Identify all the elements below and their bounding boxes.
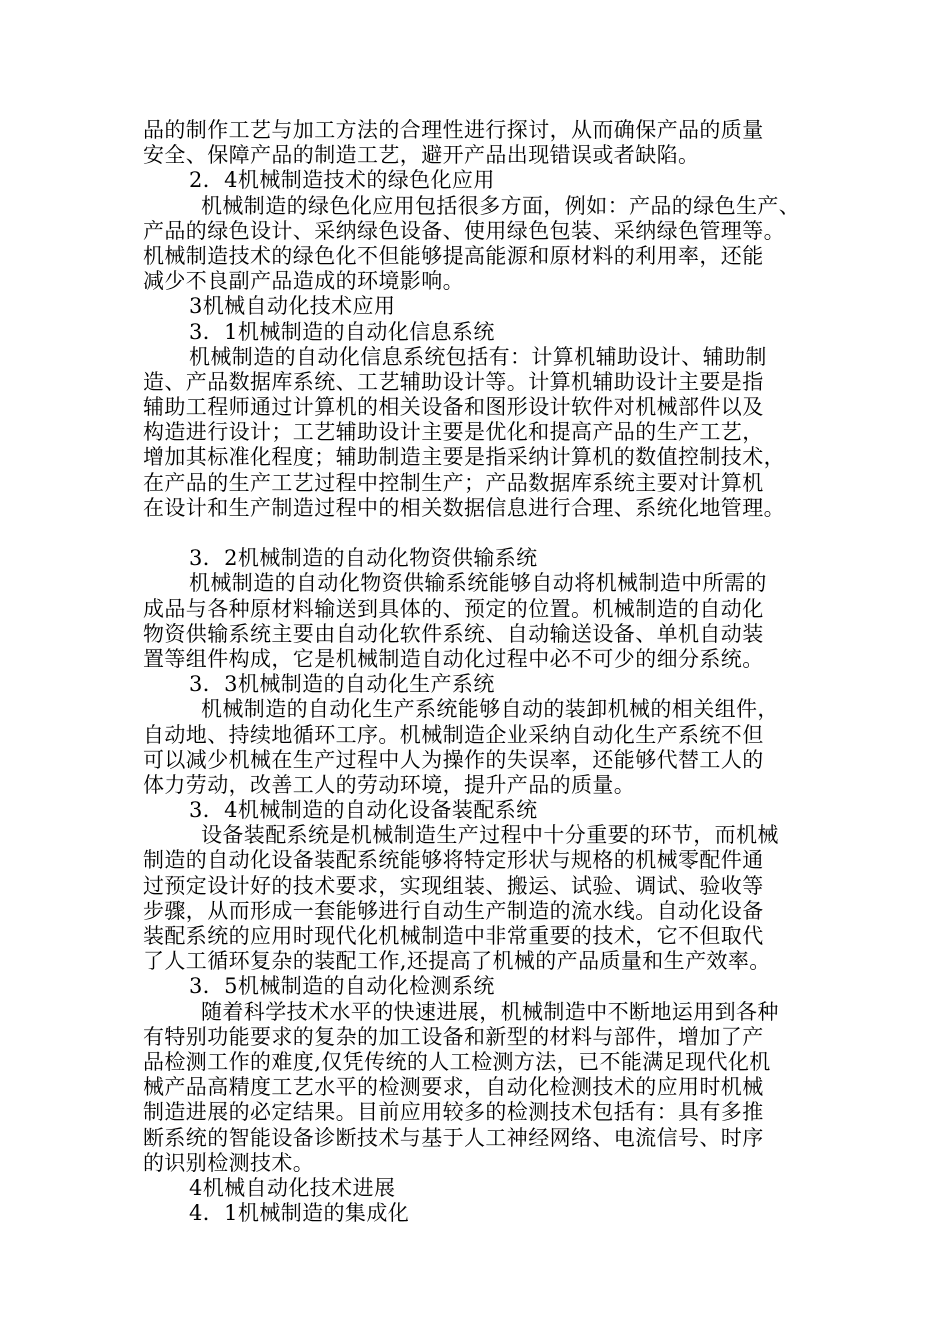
paragraph-information-system — [143, 345, 833, 521]
section-heading-3-5: 3．5机械制造的自动化检测系统 — [189, 974, 495, 999]
text-line: 自动地、持续地循环工序。机械制造企业采纳自动化生产系统不但 — [143, 722, 764, 747]
text-line: 品的制作工艺与加工方法的合理性进行探讨，从而确保产品的质量 — [143, 118, 764, 142]
section-heading-3-2: 3．2机械制造的自动化物资供输系统 — [189, 546, 538, 571]
section-heading-3-1: 3．1机械制造的自动化信息系统 — [189, 319, 495, 344]
text-line: 减少不良副产品造成的环境影响。 — [143, 269, 464, 294]
section-heading-4-1: 4．1机械制造的集成化 — [189, 1201, 410, 1226]
text-line: 安全、保障产品的制造工艺，避开产品出现错误或者缺陷。 — [143, 143, 700, 168]
text-line: 品检测工作的难度,仅凭传统的人工检测方法，已不能满足现代化机 — [143, 1049, 771, 1074]
text-line: 制造的自动化设备装配系统能够将特定形状与规格的机械零配件通 — [143, 848, 764, 873]
text-line: 装配系统的应用时现代化机械制造中非常重要的技术，它不但取代 — [143, 924, 764, 948]
text-line: 了人工循环复杂的装配工作,还提高了机械的产品质量和生产效率。 — [143, 949, 771, 974]
blank-line — [143, 521, 833, 546]
paragraph-assembly-system — [143, 823, 833, 974]
text-line: 步骤，从而形成一套能够进行自动生产制造的流水线。自动化设备 — [143, 898, 764, 923]
paragraph-green-manufacturing — [143, 194, 833, 295]
text-line: 在设计和生产制造过程中的相关数据信息进行合理、系统化地管理。 — [143, 495, 785, 520]
document-body — [143, 118, 833, 1226]
text-line: 机械制造的自动化物资供输系统能够自动将机械制造中所需的 — [189, 571, 767, 596]
text-line: 置等组件构成，它是机械制造自动化过程中必不可少的细分系统。 — [143, 646, 764, 671]
paragraph-material-supply — [143, 571, 833, 672]
chapter-heading-3: 3机械自动化技术应用 — [189, 294, 396, 319]
text-line: 机械制造技术的绿色化不但能够提高能源和原材料的利用率，还能 — [143, 243, 764, 268]
text-line: 制造进展的必定结果。目前应用较多的检测技术包括有：具有多推 — [143, 1100, 764, 1125]
text-line: 随着科学技术水平的快速进展，机械制造中不断地运用到各种 — [201, 999, 779, 1024]
text-line: 在产品的生产工艺过程中控制生产；产品数据库系统主要对计算机 — [143, 470, 764, 495]
text-line: 构造进行设计；工艺辅助设计主要是优化和提高产品的生产工艺， — [143, 420, 764, 445]
text-line: 产品的绿色设计、采纳绿色设备、使用绿色包装、采纳绿色管理等。 — [143, 218, 785, 243]
section-heading-3-3: 3．3机械制造的自动化生产系统 — [189, 672, 495, 697]
paragraph-continuation — [143, 118, 833, 168]
text-line: 辅助工程师通过计算机的相关设备和图形设计软件对机械部件以及 — [143, 395, 764, 420]
text-line: 设备装配系统是机械制造生产过程中十分重要的环节，而机械 — [201, 823, 779, 848]
text-line: 体力劳动，改善工人的劳动环境，提升产品的质量。 — [143, 772, 636, 797]
text-line: 的识别检测技术。 — [143, 1150, 315, 1175]
text-line: 机械制造的自动化生产系统能够自动的装卸机械的相关组件， — [201, 697, 779, 722]
text-line: 物资供输系统主要由自动化软件系统、自动输送设备、单机自动装 — [143, 621, 764, 646]
paragraph-production-system — [143, 697, 833, 798]
chapter-heading-4: 4机械自动化技术进展 — [189, 1175, 396, 1200]
text-line: 造、产品数据库系统、工艺辅助设计等。计算机辅助设计主要是指 — [143, 369, 764, 394]
section-heading-2-4: 2．4机械制造技术的绿色化应用 — [189, 168, 495, 193]
text-line: 可以减少机械在生产过程中人为操作的失误率，还能够代替工人的 — [143, 747, 764, 772]
text-line: 成品与各种原材料输送到具体的、预定的位置。机械制造的自动化 — [143, 596, 764, 621]
text-line: 机械制造的自动化信息系统包括有：计算机辅助设计、辅助制 — [189, 344, 767, 369]
text-line: 械产品高精度工艺水平的检测要求，自动化检测技术的应用时机械 — [143, 1075, 764, 1100]
text-line: 过预定设计好的技术要求，实现组装、搬运、试验、调试、验收等 — [143, 873, 764, 898]
text-line: 断系统的智能设备诊断技术与基于人工神经网络、电流信号、时序 — [143, 1125, 764, 1150]
text-line: 有特别功能要求的复杂的加工设备和新型的材料与部件，增加了产 — [143, 1024, 764, 1049]
text-line: 机械制造的绿色化应用包括很多方面，例如：产品的绿色生产、 — [201, 193, 801, 218]
text-line: 增加其标准化程度；辅助制造主要是指采纳计算机的数值控制技术， — [143, 445, 785, 470]
paragraph-inspection-system — [143, 1000, 833, 1176]
section-heading-3-4: 3．4机械制造的自动化设备装配系统 — [189, 798, 538, 823]
